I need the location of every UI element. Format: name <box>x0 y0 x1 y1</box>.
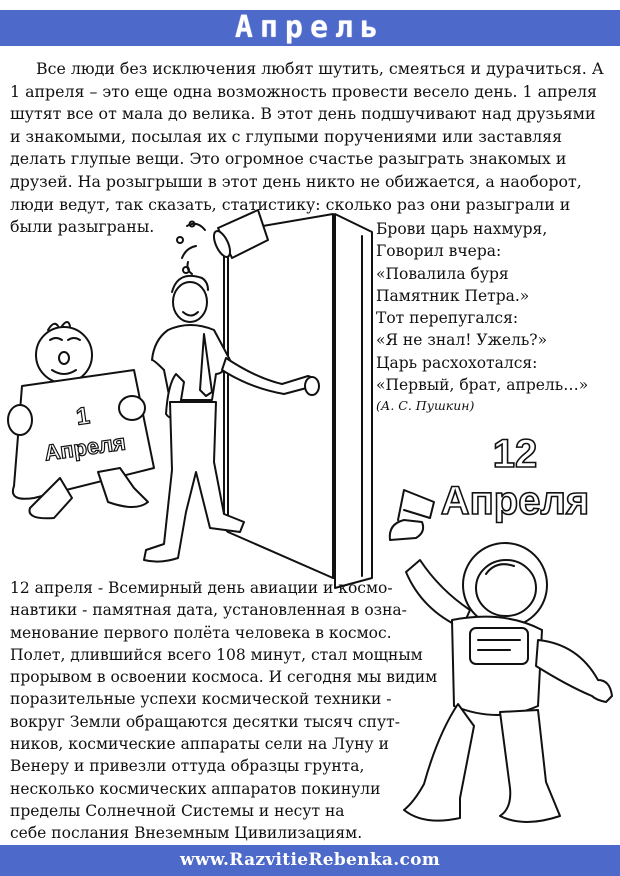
cosmos-line: навтики - памятная дата, установленная в озна- <box>10 601 407 620</box>
cosmos-line: себе послания Внеземным Цивилизациям. <box>10 824 363 843</box>
april-12-heading <box>410 430 620 524</box>
intro-text: Все люди без исключения любят шутить, смеяться и дурачиться. А 1 апреля – это еще одна возможность провести весело день. 1 апреля шутят все от мала до велика. В этот день подшучивают над друзьями и знакомыми, посылая их с глупыми поручениями или заставляя делать глупые вещи. Это огромное счастье разыграть знакомых и друзей. На розыгрыши в этот день никто не обижается, а наоборот, люди ведут, так сказать, статистику: сколько раз они разыграли и были разыграны. <box>10 59 604 237</box>
sign-number: 1 <box>74 402 92 431</box>
poem-line: «Первый, брат, апрель…» <box>376 376 589 395</box>
poem-line: Говорил вчера: <box>376 242 502 261</box>
cosmos-line: пределы Солнечной Системы и несут на <box>10 801 345 820</box>
footer-website-link[interactable]: www.RazvitieRebenka.com <box>179 850 441 870</box>
pushkin-poem <box>376 218 616 415</box>
poem-line: Царь расхохотался: <box>376 353 538 372</box>
cosmos-line: 12 апреля - Всемирный день авиации и космо- <box>10 579 393 597</box>
cosmos-line: прорывом в освоении космоса. И сегодня мы видим <box>10 668 438 687</box>
april-12-month: Апреля <box>440 479 590 523</box>
cosmos-line: Венеру и привезли оттуда образцы грунта, <box>10 757 365 776</box>
door-illustration <box>224 214 372 588</box>
page-title: Апрель <box>234 10 386 45</box>
cosmos-line: Полет, длившийся всего 108 минут, стал мощным <box>10 645 423 664</box>
poem-line: «Я не знал! Ужель?» <box>376 331 548 350</box>
cosmos-line: несколько космических аппаратов покинули <box>10 779 381 798</box>
poem-author: (А. С. Пушкин) <box>376 398 475 414</box>
poem-line: Памятник Петра.» <box>376 286 530 305</box>
cosmos-line: ников, космические аппараты сели на Луну и <box>10 735 389 754</box>
sign-month: Апреля <box>42 429 128 466</box>
poem-line: Тот перепугался: <box>376 309 519 328</box>
cosmos-line: поразительные успехи космической техники - <box>10 690 392 709</box>
april-12-number: 12 <box>492 432 538 476</box>
cosmos-line: менование первого полёта человека в космос. <box>10 623 392 642</box>
cosmonautics-paragraph <box>10 577 450 845</box>
poem-line: Брови царь нахмуря, <box>376 220 548 238</box>
cosmos-line: вокруг Земли обращаются десятки тысяч спут- <box>10 712 400 731</box>
poem-line: «Повалила буря <box>376 264 509 283</box>
